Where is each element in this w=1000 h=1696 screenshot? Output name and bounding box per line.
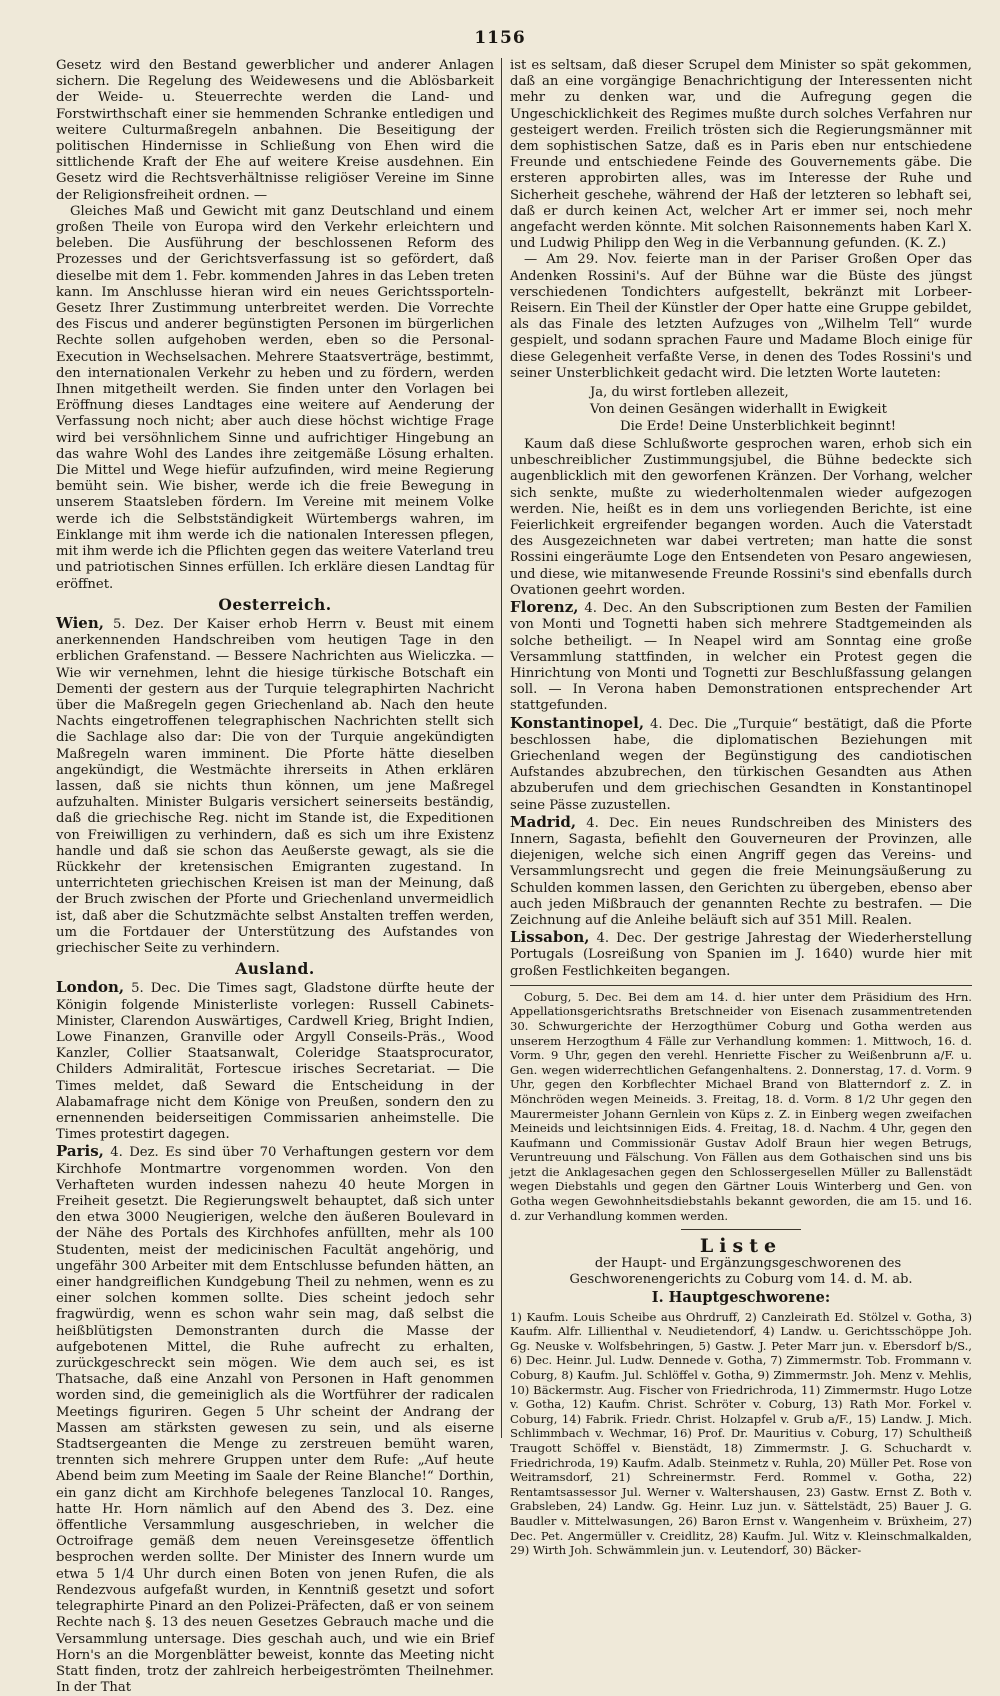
dateline: Florenz, [510, 598, 579, 617]
article-paragraph: — Am 29. Nov. feierte man in der Pariser Großen Oper das Andenken Rossini's. Auf der Bühne war die Büste des jüngst verschiedenen Tondichters aufgestellt, bekränzt mit Lorbeer-Reisern. Ein Theil der Künstler der Oper hatte eine Gruppe gebildet, als das Finale des letzten Aufzuges von „Wilhelm Tell“ wurde gespielt, und sodann sprachen Faure und Madame Bloch einige für diese Gelegenheit verfaßte Verse, in denen des Todes Rossini's und seiner Unsterblichkeit gedacht wird. Die letzten Worte lauteten: [510, 252, 972, 381]
section-heading-oesterreich: Oesterreich. [218, 594, 332, 614]
news-text: 4. Dec. Der gestrige Jahrestag der Wiederherstellung Portugals (Losreißung von Spanien im J. 1640) wurde hier mit großen Festlichkeiten begangen. [510, 931, 972, 979]
news-item-lissabon [510, 929, 972, 980]
news-item-madrid [510, 814, 972, 929]
dateline: London, [56, 978, 125, 997]
news-item-wien [56, 615, 494, 957]
news-item-florenz [510, 599, 972, 714]
news-item-konstantinopel [510, 715, 972, 814]
article-paragraph: ist es seltsam, daß dieser Scrupel dem Minister so spät gekommen, daß an eine vorgängige Benachrichtigung der Interessenten nicht mehr zu denken war, und die Aufregung gegen die Ungeschicklichkeit des Regimes mußte durch solches Verfahren nur gesteigert werden. Freilich trösten sich die Regierungsmänner mit dem sophistischen Satze, daß es in Paris eben nur entschiedene Freunde und entschiedene Feinde des Gouvernements gäbe. Die ersteren approbirten alles, was im Interesse der Ruhe und Sicherheit geschehe, während der Haß der letzteren so lebhaft sei, daß er durch keinen Act, welcher Art er immer sei, noch mehr angefacht werden könnte. Mit solchen Raisonnements haben Karl X. und Ludwig Philipp den Weg in die Verbannung gefunden. (K. Z.) [510, 58, 972, 252]
article-paragraph: Gesetz wird den Bestand gewerblicher und anderer Anlagen sichern. Die Regelung des Weidewesens und die Ablösbarkeit der Weide- u. Steuerrechte werden die Land- und Forstwirthschaft einer sie hemmenden Schranke entledigen und weitere Culturmaßregeln anbahnen. Die Beseitigung der politischen Hindernisse in Schließung von Ehen wird die sittlichende Kraft der Ehe auf weitere Kreise ausdehnen. Ein Gesetz wird die Rechtsverhältnisse religiöser Vereine im Sinne der Religionsfreiheit ordnen. — [56, 58, 494, 203]
dateline: Lissabon, [510, 928, 590, 947]
news-text: 4. Dez. Es sind über 70 Verhaftungen gestern vor dem Kirchhofe Montmartre vorgenommen worden. Von den Verhafteten wurden indessen nahezu 40 heute Morgen in Freiheit gesetzt. Die Regierungswelt behauptet, daß sich unter den etwa 3000 Neugierigen, welche den äußeren Boulevard in der Nähe des Portals des Kirchhofes anfüllten, mehr als 100 Studenten, meist der medicinischen Facultät angehörig, und ungefähr 300 Arbeiter mit dem Entschlusse befunden hätten, an einer handgreiflichen Kundgebung Theil zu nehmen, wenn es zu einer solchen kommen sollte. Dies scheint jedoch sehr fragwürdig, wenn es schon wahr sein mag, daß selbst die heißblütigsten Demonstranten durch die Masse der aufgebotenen Mittel, die Ruhe aufrecht zu erhalten, zurückgeschreckt sein mögen. Wie dem auch sei, es ist Thatsache, daß eine Anzahl von Personen in Haft genommen worden sind, die gemeiniglich als die Wortführer der radicalen Meetings figuriren. Gegen 5 Uhr scheint der Andrang der Massen am stärksten gewesen zu sein, und als eiserne Stadtsergeanten die Menge zu zerstreuen bemüht waren, trennten sich mehrere Gruppen unter dem Rufe: „Auf heute Abend beim zum Meeting im Saale der Reine Blanche!“ Dorthin, ein ganz dicht am Kirchhofe belegenes Tanzlocal 10. Ranges, hatte Hr. Horn nämlich auf den Abend des 3. Dez. eine öffentliche Versammlung ausgeschrieben, in welcher die Octroifrage gemäß dem neuen Vereinsgesetze öffentlich besprochen werden sollte. Der Minister des Innern wurde um etwa 5 1/4 Uhr durch einen Boten von jenen Rufen, die als Rendezvous aufgefaßt wurden, in Kenntniß gesetzt und sofort telegraphirte Pinard an den Polizei-Präfecten, daß er von seinem Rechte nach §. 13 des neuen Gesetzes Gebrauch mache und die Versammlung untersage. Dies geschah auch, und wie ein Brief Horn's an die Morgenblätter beweist, konnte das Meeting nicht Statt finden, trotz der zahlreich herbeigeströmten Theilnehmer. In der That [56, 1145, 494, 1696]
page-number: 1156 [474, 28, 526, 48]
horizontal-rule [510, 985, 972, 986]
verse-line: Die Erde! Deine Unsterblichkeit beginnt! [620, 419, 897, 435]
coburg-notice: Coburg, 5. Dec. Bei dem am 14. d. hier unter dem Präsidium des Hrn. Appellationsgerichtsraths Bretschneider von Eisenach zusammentretenden 30. Schwurgerichte der Herzogthümer Coburg und Gotha werden aus unserem Herzogthum 4 Fälle zur Verhandlung kommen: 1. Mittwoch, 16. d. Vorm. 9 Uhr, gegen den verehl. Henriette Fischer zu Weißenbrunn a/F. u. Gen. wegen widerrechtlichen Gefangenhaltens. 2. Donnerstag, 17. d. Vorm. 9 Uhr, gegen den Korbflechter Michael Brand von Blatterndorf z. Z. in Mönchröden wegen Meineids. 3. Freitag, 18. d. Vorm. 8 1/2 Uhr gegen den Maurermeister Johann Gernlein von Küps z. Z. in Einberg wegen zweifachen Meineids und leichtsinnigen Eids. 4. Freitag, 18. d. Nachm. 4 Uhr, gegen den Kaufmann und Commissionär Gustav Adolf Braun hier wegen Betrugs, Veruntreuung und Fälschung. Von Fällen aus dem Gothaischen sind uns bis jetzt die Anklagesachen gegen den Schlossergesellen Müller zu Ballenstädt wegen Diebstahls und gegen den Gärtner Louis Winterberg und Gen. von Gotha wegen Gewohnheitsdiebstahls bekannt geworden, die am 15. und 16. d. zur Verhandlung kommen werden. [510, 989, 972, 1223]
verse-line: Von deinen Gesängen widerhallt in Ewigkeit [590, 402, 887, 418]
article-paragraph: Gleiches Maß und Gewicht mit ganz Deutschland und einem großen Theile von Europa wird den Verkehr erleichtern und beleben. Die Ausführung der beschlossenen Reform des Prozesses und der Gerichtsverfassung ist so gefördert, daß dieselbe mit dem 1. Febr. kommenden Jahres in das Leben treten kann. Im Anschlusse hieran wird ein neues Gerichtssporteln-Gesetz Ihrer Zustimmung unterbreitet werden. Die Vorrechte des Fiscus und anderer begünstigten Personen im bürgerlichen Rechte sollen aufgehoben werden, eben so die Personal-Execution in Wechselsachen. Mehrere Staatsverträge, bestimmt, den internationalen Verkehr zu heben und zu fördern, werden Ihnen mitgetheilt werden. Sie finden unter den Vorlagen bei Eröffnung dieses Landtages eine weitere auf Aenderung der Verfassung noch nicht; aber auch diese höchst wichtige Frage wird bei versöhnlichem Sinne und aufrichtiger Hingebung an das wahre Wohl des Landes ihre zeitgemäße Lösung erhalten. Die Mittel und Wege hiefür aufzufinden, wird meine Regierung bemüht sein. Wie bisher, werde ich die freie Bewegung in unserem Staatsleben fördern. Im Vereine mit meinem Volke werde ich die Selbstständigkeit Würtembergs wahren, im Einklange mit ihm werde ich die nationalen Interessen pflegen, mit ihm werde ich die Pflichten gegen das weitere Vaterland treu und patriotischen Sinnes erfüllen. Ich erkläre diesen Landtag für eröffnet. [56, 203, 494, 592]
dateline: Konstantinopel, [510, 713, 645, 732]
dateline: Paris, [56, 1142, 104, 1161]
column-divider [501, 58, 502, 1438]
news-text: 4. Dec. Ein neues Rundschreiben des Ministers des Innern, Sagasta, befiehlt den Gouverneuren der Provinzen, alle diejenigen, welche sich einen Angriff gegen das Vereins- und Versammlungsrecht und gegen die freie Meinungsäußerung zu Schulden kommen lassen, den Gerichten zu übergeben, ebenso aber auch jeden Mißbrauch der genannten Rechte zu bestrafen. — Die Zeichnung auf die Anleihe beläuft sich auf 351 Mill. Realen. [510, 815, 972, 928]
liste-title: Liste [699, 1235, 783, 1258]
section-heading-ausland: Ausland. [235, 959, 315, 979]
right-column [510, 58, 972, 1558]
horizontal-rule [681, 1229, 801, 1230]
news-text: 4. Dec. Die „Turquie“ bestätigt, daß die Pforte beschlossen habe, die diplomatischen Beziehungen mit Griechenland wegen der Begünstigung des candiotischen Aufstandes abzubrechen, den türkischen Gesandten aus Athen abzuberufen und dem griechischen Gesandten in Konstantinopel seine Pässe zuzustellen. [510, 716, 972, 813]
news-item-london [56, 979, 494, 1143]
liste-subtitle: der Haupt- und Ergänzungsgeschworenen des Geschworenengerichts zu Coburg vom 14. d. M. ab. [569, 1256, 913, 1288]
article-paragraph: Kaum daß diese Schlußworte gesprochen waren, erhob sich ein unbeschreiblicher Zustimmungsjubel, die Bühne bedeckte sich augenblicklich mit den geworfenen Kränzen. Der Vorhang, welcher sich senkte, mußte zu wiederholtenmalen wieder aufgezogen werden. Nie, heißt es in dem uns vorliegenden Berichte, ist eine Feierlichkeit ergreifender begangen worden. Auch die Vaterstadt des Ausgezeichneten war dabei vertreten; man hatte die sonst Rossini eingeräumte Loge den Entsendeten von Pesaro angewiesen, und diese, wie mitanwesende Freunde Rossini's sind ebenfalls durch Ovationen geehrt worden. [510, 437, 972, 598]
dateline: Madrid, [510, 812, 577, 831]
verse-block [590, 384, 972, 435]
news-text: 5. Dez. Der Kaiser erhob Herrn v. Beust mit einem anerkennenden Handschreiben vom heutigen Tage in den erblichen Grafenstand. — Bessere Nachrichten aus Wieliczka. — Wie wir vernehmen, lehnt die hiesige türkische Botschaft ein Dementi der gestern aus der Turquie telegraphirten Nachricht über die Maßregeln gegen Griechenland ab. Nach den heute Nachts eingetroffenen telegraphischen Nachrichten stellt sich die Sachlage also dar: Die von der Turquie angekündigten Maßregeln waren imminent. Die Pforte hätte dieselben angekündigt, die Westmächte ihrerseits in Athen erklären lassen, daß sie nichts thun können, um jene Maßregel aufzuhalten. Minister Bulgaris versichert seinerseits beständig, daß die griechische Reg. nicht im Stande ist, die Expeditionen von Freiwilligen zu verhindern, daß es sich um ihre Existenz handle und daß sie schon das Aeußerste gewagt, als sie die Rückkehr der kretensischen Emigranten zugestand. In unterrichteten griechischen Kreisen ist man der Meinung, daß der Bruch zwischen der Pforte und Griechenland unvermeidlich ist, daß aber die Schutzmächte selbst Anstalten treffen werden, um die Fortdauer der Unterstützung des Aufstandes von griechischer Seite zu verhindern. [56, 616, 494, 956]
juror-list: 1) Kaufm. Louis Scheibe aus Ohrdruff, 2) Canzleirath Ed. Stölzel v. Gotha, 3) Kaufm. Alfr. Lillienthal v. Neudietendorf, 4) Landw. u. Gerichtsschöppe Joh. Gg. Neuske v. Wolfsbehringen, 5) Gastw. J. Peter Marr jun. v. Ebersdorf b/S., 6) Dec. Heinr. Jul. Ludw. Dennede v. Gotha, 7) Zimmermstr. Tob. Frommann v. Coburg, 8) Kaufm. Jul. Schlöffel v. Gotha, 9) Zimmermstr. Joh. Menz v. Mehlis, 10) Bäckermstr. Aug. Fischer von Friedrichroda, 11) Zimmermstr. Hugo Lotze v. Gotha, 12) Kaufm. Christ. Schröter v. Coburg, 13) Rath Mor. Forkel v. Coburg, 14) Fabrik. Friedr. Christ. Holzapfel v. Grub a/F., 15) Landw. J. Mich. Schlimmbach v. Wechmar, 16) Prof. Dr. Mauritius v. Coburg, 17) Schultheiß Traugott Schöffel v. Bienstädt, 18) Zimmermstr. J. G. Schuchardt v. Friedrichroda, 19) Kaufm. Adalb. Steinmetz v. Ruhla, 20) Müller Pet. Rose von Weitramsdorf, 21) Schreinermstr. Ferd. Rommel v. Gotha, 22) Rentamtsassessor Jul. Werner v. Waltershausen, 23) Gastw. Ernst Z. Both v. Grabsleben, 24) Landw. Gg. Heinr. Luz jun. v. Sättelstädt, 25) Bauer J. G. Baudler v. Mittelwasungen, 26) Baron Ernst v. Wangenheim v. Brüxheim, 27) Dec. Pet. Angermüller v. Creidlitz, 28) Kaufm. Jul. Witz v. Kleinschmalkalden, 29) Wirth Joh. Schwämmlein jun. v. Leutendorf, 30) Bäcker- [510, 1309, 972, 1558]
verse-line: Ja, du wirst fortleben allezeit, [590, 385, 789, 401]
left-column [56, 58, 494, 1696]
news-text: 4. Dec. An den Subscriptionen zum Besten der Familien von Monti und Tognetti haben sich mehrere Stadtgemeinden als solche betheiligt. — In Neapel wird am Sonntag eine große Versammlung stattfinden, in welcher ein Protest gegen die Hinrichtung von Monti und Tognetti zur Beschlußfassung gelangen soll. — In Verona haben Demonstrationen entsprechender Art stattgefunden. [510, 601, 972, 714]
liste-heading: I. Hauptgeschworene: [651, 1289, 831, 1307]
news-text: 5. Dec. Die Times sagt, Gladstone dürfte heute der Königin folgende Ministerliste vorlegen: Russell Cabinets-Minister, Clarendon Auswärtiges, Cardwell Krieg, Bright Indien, Lowe Finanzen, Granville oder Argyll Conseils-Präs., Wood Kanzler, Collier Staatsanwalt, Coleridge Staatsprocurator, Childers Admiralität, Fortescue irisches Secretariat. — Die Times meldet, daß Seward die Entscheidung in der Alabamafrage nicht dem Könige von Preußen, sondern den zu ernennenden beiderseitigen Commissarien anheimstelle. Die Times protestirt dagegen. [56, 981, 494, 1143]
news-item-paris [56, 1143, 494, 1696]
dateline: Wien, [56, 613, 104, 632]
